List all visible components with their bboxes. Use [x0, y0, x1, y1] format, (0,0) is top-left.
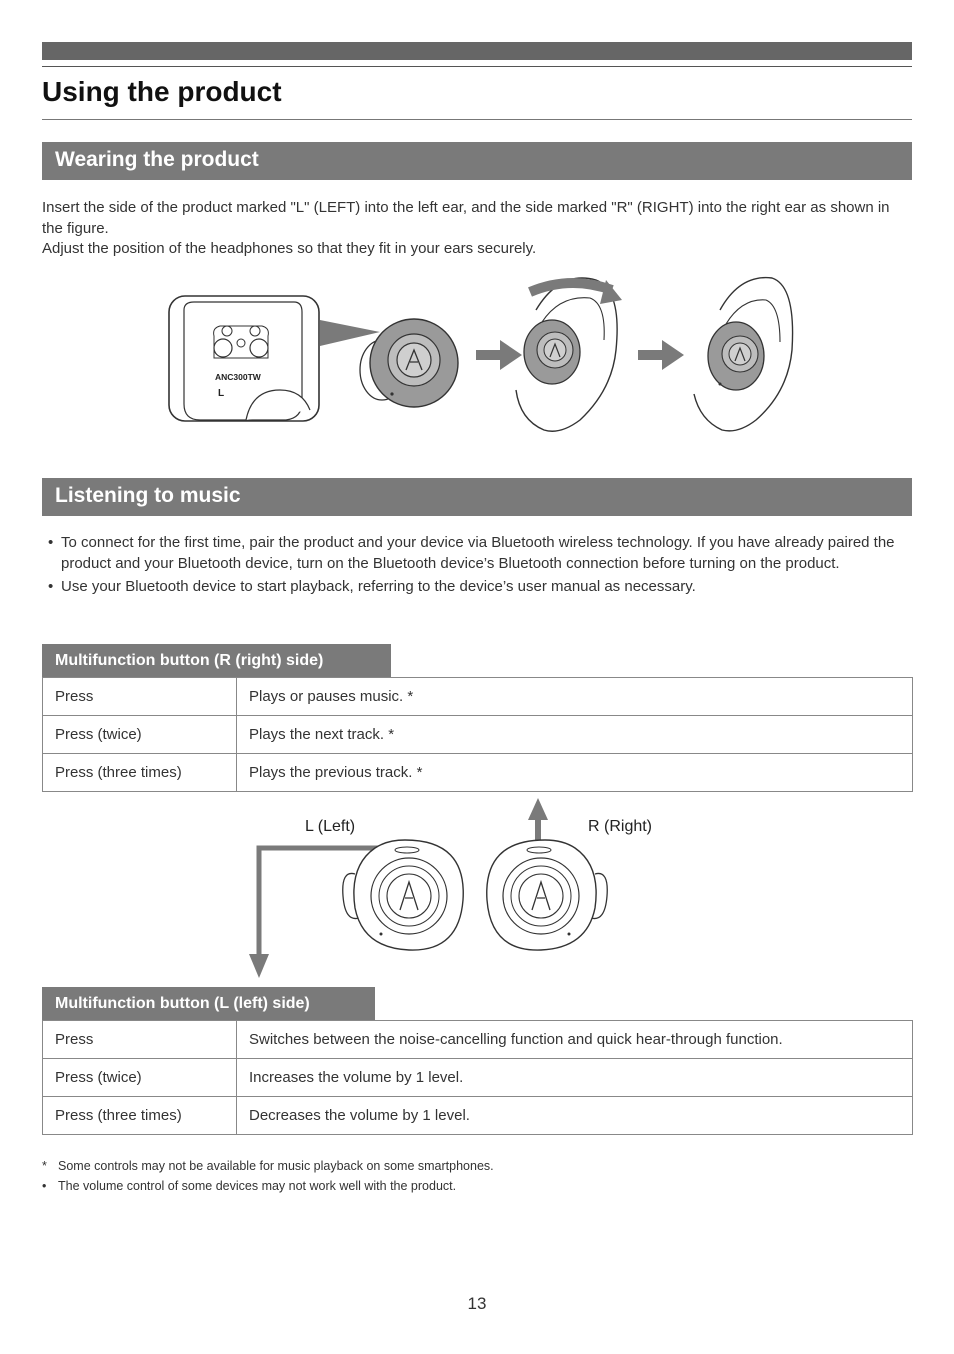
list-item: • Use your Bluetooth device to start playback, referring to the device’s user manual as necessary.: [42, 577, 912, 598]
wearing-paragraph: [42, 198, 902, 260]
list-item: • To connect for the first time, pair the product and your device via Bluetooth wireless technology. If you have already paired the product and your Bluetooth device, turn on the Bluetooth device’s Bluetooth connection before turning on the product.: [42, 533, 912, 574]
left-button-table: [42, 1020, 913, 1135]
table-cell-result: Plays or pauses music. *: [237, 678, 913, 716]
table-row: [43, 1059, 913, 1097]
right-earbud: [487, 840, 607, 950]
step-arrow-2: [638, 340, 684, 370]
table-cell-action: Press: [43, 1021, 237, 1059]
ear-insertion-step: [516, 278, 622, 431]
left-earbud: [343, 840, 463, 950]
table-cell-result: Plays the previous track. *: [237, 754, 913, 792]
section-heading-wearing: Wearing the product: [42, 142, 912, 180]
table-cell-action: Press (twice): [43, 716, 237, 754]
left-earbud-label: L (Left): [305, 818, 356, 835]
table-cell-action: Press: [43, 678, 237, 716]
right-arrow-head: [528, 798, 548, 820]
header-rule: [42, 66, 912, 67]
table-cell-result: Increases the volume by 1 level.: [237, 1059, 913, 1097]
footnote-item: [42, 1176, 912, 1196]
footnote-text: Some controls may not be available for music playback on some smartphones.: [58, 1159, 494, 1173]
side-label: L: [218, 388, 225, 399]
table-row: [43, 1097, 913, 1135]
table-cell-result: Decreases the volume by 1 level.: [237, 1097, 913, 1135]
listening-bullets: [42, 533, 912, 601]
footnote-mark: •: [42, 1179, 47, 1193]
section-heading-listening: Listening to music: [42, 478, 912, 516]
table-row: [43, 754, 913, 792]
left-table-title: Multifunction button (L (left) side): [42, 987, 375, 1021]
wearing-text-1: Insert the side of the product marked "L" (LEFT) into the left ear, and the side marked "R" (RIGHT) into the right ear as shown in the figure.: [42, 199, 890, 237]
table-cell-action: Press (three times): [43, 1097, 237, 1135]
table-row: [43, 716, 913, 754]
table-row: [43, 678, 913, 716]
right-earbud-label: R (Right): [588, 818, 653, 835]
table-cell-result: Plays the next track. *: [237, 716, 913, 754]
model-label: ANC300TW: [215, 372, 261, 382]
left-arrow-head: [249, 954, 269, 978]
title-rule: [42, 119, 912, 120]
wearing-text-2: Adjust the position of the headphones so that they fit in your ears securely.: [42, 240, 537, 257]
step-arrow-1: [476, 340, 522, 370]
table-cell-action: Press (three times): [43, 754, 237, 792]
footnote-item: [42, 1156, 912, 1176]
ear-fitted-step: [694, 278, 793, 431]
right-button-table: [42, 677, 913, 792]
table-cell-result: Switches between the noise-cancelling function and quick hear-through function.: [237, 1021, 913, 1059]
footnotes: [42, 1156, 912, 1196]
page-title: Using the product: [42, 76, 282, 107]
table-row: [43, 1021, 913, 1059]
right-table-title: Multifunction button (R (right) side): [42, 644, 391, 678]
earbud-pair-figure: [245, 796, 625, 981]
footnote-mark: *: [42, 1159, 47, 1173]
footnote-text: The volume control of some devices may not work well with the product.: [58, 1179, 457, 1193]
magnify-pointer: [320, 320, 380, 346]
page-number: 13: [467, 1294, 487, 1313]
header-bar: [42, 42, 912, 60]
magnified-box: [169, 296, 319, 421]
table-cell-action: Press (twice): [43, 1059, 237, 1097]
wearing-figure: [160, 270, 810, 440]
